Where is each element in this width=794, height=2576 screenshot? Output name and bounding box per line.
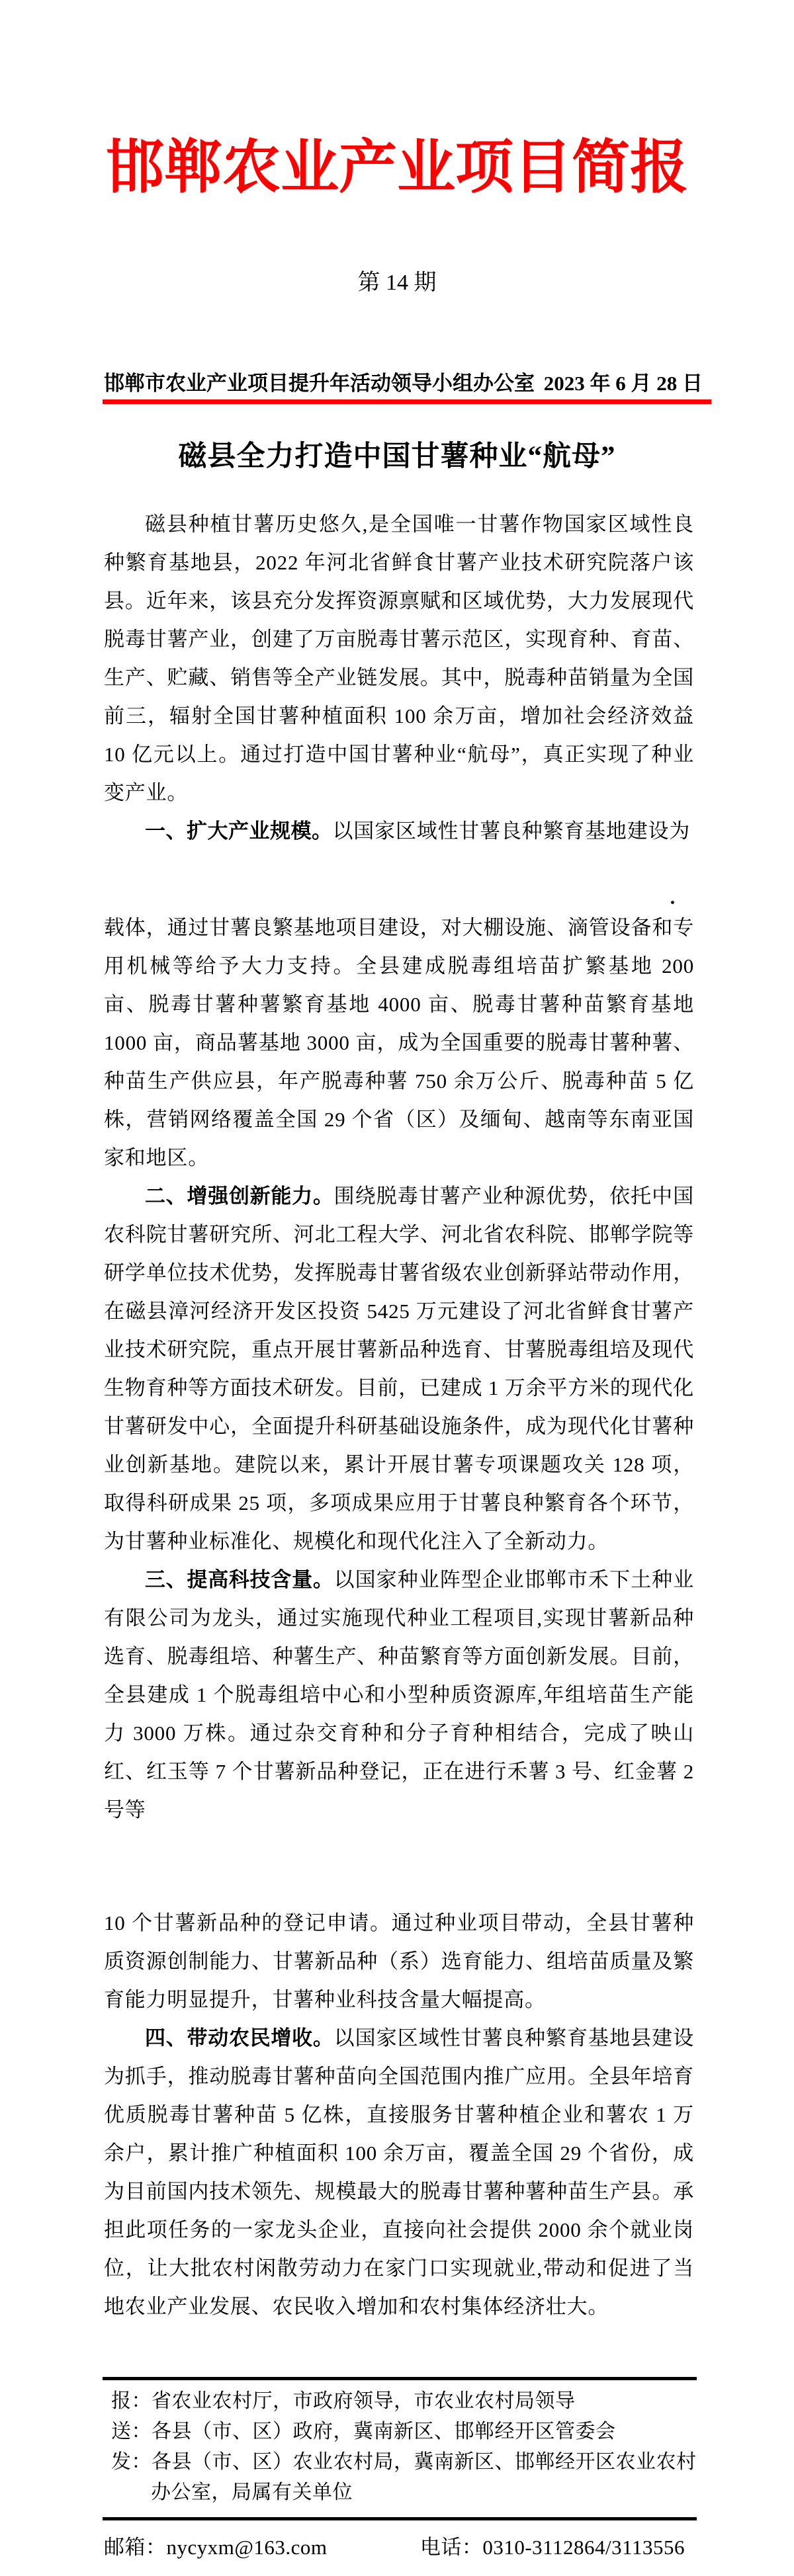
contact-row xyxy=(104,2533,685,2562)
section-4-heading: 四、带动农民增收。 xyxy=(145,2026,334,2050)
paragraph-section-1-first-line xyxy=(104,812,694,851)
section-1-heading: 一、扩大产业规模。 xyxy=(145,819,333,843)
issuer-row xyxy=(104,369,703,398)
footer-top-rule xyxy=(103,2377,697,2380)
stray-mark xyxy=(671,901,674,904)
paragraph-section-1-continuation: 载体，通过甘薯良繁基地项目建设，对大棚设施、滴管设备和专用机械等给予大力支持。全县建成脱毒组培苗扩繁基地 200 亩、脱毒甘薯种薯繁育基地 4000 亩、脱毒甘薯种苗繁育基地 1000 亩，商品薯基地 3000 亩，成为全国重要的脱毒甘薯种薯、种苗生产供应县，年产脱毒种薯 750 余万公斤、脱毒种苗 5 亿株，营销网络覆盖全国 29 个省（区）及缅甸、越南等东南亚国家和地区。 xyxy=(104,916,694,1169)
distribution-list xyxy=(111,2386,705,2508)
report-text: 省农业农村厅，市政府领导，市农业农村局领导 xyxy=(152,2390,576,2412)
section-4-text: 以国家区域性甘薯良种繁育基地县建设为抓手，推动脱毒甘薯种苗向全国范围内推广应用。全县年培育优质脱毒甘薯种苗 5 亿株，直接服务甘薯种植企业和薯农 1 万余户，累计推广种植面积 100 余万亩，覆盖全国 29 个省份，成为目前国内技术领先、规模最大的脱毒甘薯种薯种苗生产县。承担此项任务的一家龙头企业，直接向社会提供 2000 余个就业岗位，让大批农村闲散劳动力在家门口实现就业,带动和促进了当地农业产业发展、农民收入增加和农村集体经济壮大。 xyxy=(104,2026,694,2318)
section-3-text-before-break: 以国家种业阵型企业邯郸市禾下土种业有限公司为龙头，通过实施现代种业工程项目,实现甘薯新品种选育、脱毒组培、种薯生产、种苗繁育等方面创新发展。目前，全县建成 1 个脱毒组培中心和小型种质资源库,年组培苗生产能力 3000 万株。通过杂交育种和分子育种相结合，完成了映山红、红玉等 7 个甘薯新品种登记，正在进行禾薯 3 号、红金薯 2 号等 xyxy=(104,1568,694,1821)
paragraph-section-2 xyxy=(104,1177,694,1561)
report-label: 报： xyxy=(111,2390,152,2412)
distribution-issue-line xyxy=(111,2447,705,2508)
send-text: 各县（市、区）政府，冀南新区、邯郸经开区管委会 xyxy=(152,2421,616,2442)
issue-number: 第 14 期 xyxy=(357,270,437,295)
email-value: nycyxm@163.com xyxy=(166,2536,328,2559)
section-2-text: 围绕脱毒甘薯产业种源优势，依托中国农科院甘薯研究所、河北工程大学、河北省农科院、邯郸学院等研学单位技术优势，发挥脱毒甘薯省级农业创新驿站带动作用，在磁县漳河经济开发区投资 5425 万元建设了河北省鲜食甘薯产业技术研究院，重点开展甘薯新品种选育、甘薯脱毒组培及现代生物育种等方面技术研发。目前，已建成 1 万余平方米的现代化甘薯研发中心，全面提升科研基础设施条件，成为现代化甘薯种业创新基地。建院以来，累计开展甘薯专项课题攻关 128 项，取得科研成果 25 项，多项成果应用于甘薯良种繁育各个环节，为甘薯种业标准化、规模化和现代化注入了全新动力。 xyxy=(104,1184,694,1553)
phone-value: 0310-3112864/3113556 xyxy=(482,2536,685,2559)
distribution-send-line xyxy=(111,2417,705,2447)
email-label: 邮箱： xyxy=(104,2536,167,2559)
send-label: 送： xyxy=(111,2421,152,2442)
phone-label: 电话： xyxy=(419,2536,483,2559)
paragraph-section-3 xyxy=(104,1561,694,1829)
footer-bottom-rule xyxy=(103,2517,697,2520)
bulletin-masthead-title: 邯郸农业产业项目简报 xyxy=(105,136,688,200)
email-item xyxy=(104,2533,328,2562)
distribute-label: 发： xyxy=(111,2451,152,2473)
section-3-heading: 三、提高科技含量。 xyxy=(145,1568,334,1591)
distribute-text: 各县（市、区）农业农村局，冀南新区、邯郸经开区农业农村办公室，局属有关单位 xyxy=(151,2451,697,2503)
issue-date: 2023 年 6 月 28 日 xyxy=(543,372,703,395)
section-2-heading: 二、增强创新能力。 xyxy=(145,1184,334,1208)
page-break-gap xyxy=(104,851,694,909)
article-body xyxy=(104,505,694,2326)
paragraph-section-4 xyxy=(104,2019,694,2326)
paragraph-section-3-continuation: 10 个甘薯新品种的登记申请。通过种业项目带动，全县甘薯种质资源创制能力、甘薯新品种（系）选育能力、组培苗质量及繁育能力明显提升，甘薯种业科技含量大幅提高。 xyxy=(104,1911,694,2011)
distribution-report-line xyxy=(111,2386,705,2417)
phone-item xyxy=(420,2533,685,2562)
paragraph-intro: 磁县种植甘薯历史悠久,是全国唯一甘薯作物国家区域性良种繁育基地县，2022 年河北省鲜食甘薯产业技术研究院落户该县。近年来，该县充分发挥资源禀赋和区域优势，大力发展现代脱毒甘薯产业，创建了万亩脱毒甘薯示范区，实现育种、育苗、生产、贮藏、销售等全产业链发展。其中，脱毒种苗销量为全国前三，辐射全国甘薯种植面积 100 余万亩，增加社会经济效益 10 亿元以上。通过打造中国甘薯种业“航母”，真正实现了种业变产业。 xyxy=(104,513,694,804)
issuing-office: 邯郸市农业产业项目提升年活动领导小组办公室 xyxy=(104,372,535,395)
section-1-text-before-break: 以国家区域性甘薯良种繁育基地建设为 xyxy=(332,819,691,843)
page-break-gap xyxy=(104,1829,694,1904)
article-title: 磁县全力打造中国甘薯种业“航母” xyxy=(178,441,616,472)
masthead-divider-rule xyxy=(103,399,711,404)
